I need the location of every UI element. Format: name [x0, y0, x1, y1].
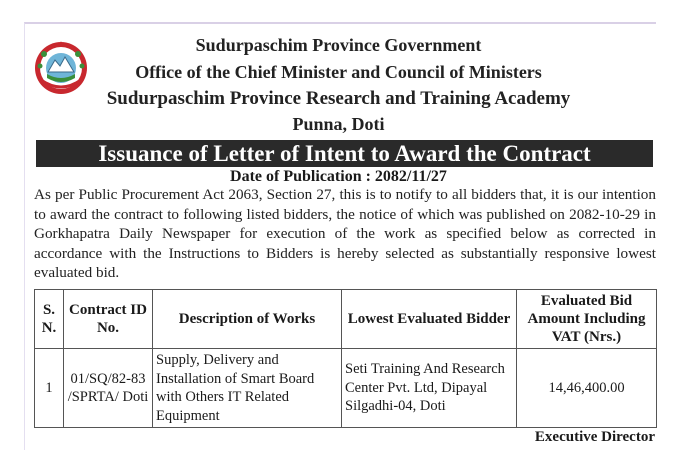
cell-description: Supply, Delivery and Installation of Smart Board with Others IT Related Equipment — [153, 349, 342, 428]
header-academy-name: Sudurpaschim Province Research and Training Academy — [106, 88, 571, 109]
cell-contract-id: 01/SQ/82-83 /SPRTA/ Doti — [64, 349, 153, 428]
table-header-row — [35, 290, 657, 349]
contract-table — [34, 289, 657, 428]
header-contract-id: Contract ID No. — [64, 290, 153, 349]
signature-title: Executive Director — [534, 429, 655, 445]
cell-sn: 1 — [35, 349, 64, 428]
header-location: Punna, Doti — [292, 114, 385, 134]
header-amount: Evaluated Bid Amount Including VAT (Nrs.) — [517, 290, 657, 349]
header-bidder: Lowest Evaluated Bidder — [342, 290, 517, 349]
cell-amount: 14,46,400.00 — [517, 349, 657, 428]
cell-bidder: Seti Training And Research Center Pvt. Ltd, Dipayal Silgadhi-04, Doti — [342, 349, 517, 428]
publication-date: Date of Publication : 2082/11/27 — [230, 168, 447, 185]
header-government-name: Sudurpaschim Province Government — [195, 35, 482, 55]
header-office-name: Office of the Chief Minister and Council of Ministers — [135, 62, 542, 82]
header-description: Description of Works — [153, 290, 342, 349]
header-sn: S. N. — [35, 290, 64, 349]
table-row — [35, 349, 657, 428]
notice-body: As per Public Procurement Act 2063, Section 27, this is to notify to all bidders that, it is our intention to award the contract to following listed bidders, the notice of which was published on 2082-10-29 in Gorkhapatra Daily Newspaper for execution of the work as specified below as corrected in accordance with the Instructions to Bidders is hereby selected as substantially responsive lowest evaluated bid. — [34, 186, 656, 282]
notice-title: Issuance of Letter of Intent to Award the Contract — [36, 140, 653, 167]
